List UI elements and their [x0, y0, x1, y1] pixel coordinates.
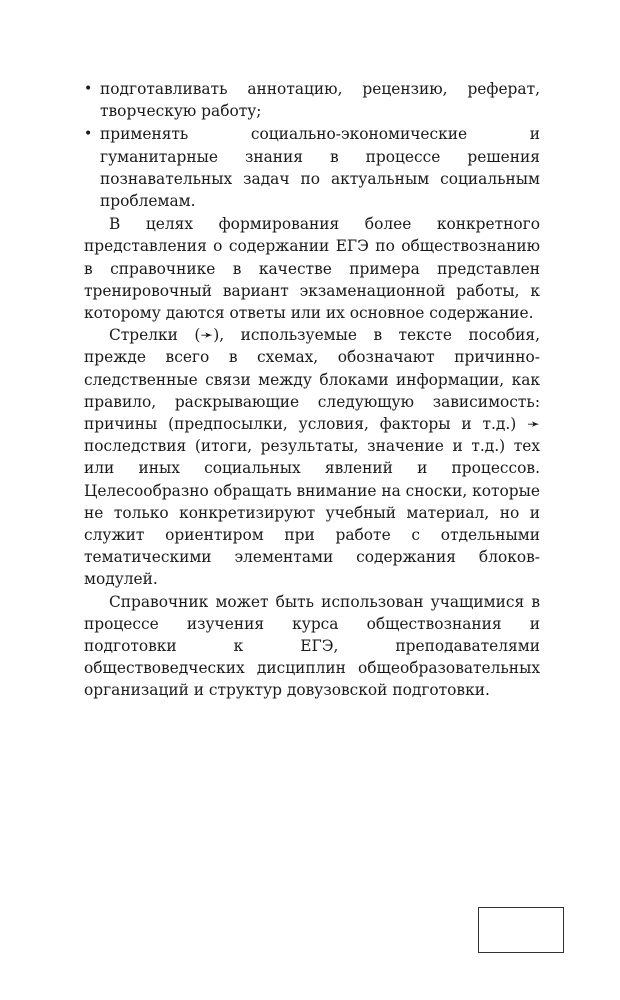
bullet-marker: • — [84, 126, 93, 143]
list-item — [84, 78, 540, 122]
paragraph-arrows: Стрелки (➛), используемые в тексте пособия, прежде всего в схемах, обозначают причинно-следственные связи между блоками информации, как правило, раскрывающие следующую зависимость: причины (предпосылки, условия, факторы и т.д.) ➛ последствия (итоги, результаты, значение и т.д.) тех или иных социальных явлений и процессов. Целесообразно обращать внимание на сноски, которые не только конкретизируют учебный материал, но и служит ориентиром при работе с отдельными тематическими элементами содержания блоков-модулей. — [84, 326, 540, 589]
page-body — [84, 78, 540, 702]
paragraph-exam-content: В целях формирования более конкретного представления о содержании ЕГЭ по обществознанию в справочнике в качестве примера представлен тренировочный вариант экзаменационной работы, к которому даются ответы или их основное содержание. — [84, 215, 540, 323]
paragraph-usage: Справочник может быть использован учащимися в процессе изучения курса обществознания и подготовки к ЕГЭ, преподавателями обществоведческих дисциплин общеобразовательных организаций и структур довузовской подготовки. — [84, 592, 540, 700]
page-number-box — [478, 907, 564, 953]
list-item-text: подготавливать аннотацию, рецензию, реферат, творческую работу; — [100, 80, 540, 121]
bullet-list — [84, 78, 540, 212]
bullet-marker: • — [84, 81, 93, 97]
list-item — [84, 123, 540, 212]
list-item-text: применять социально-экономические и гуманитарные знания в процессе решения познавательных задач по актуальным социальным проблемам. — [100, 125, 540, 211]
